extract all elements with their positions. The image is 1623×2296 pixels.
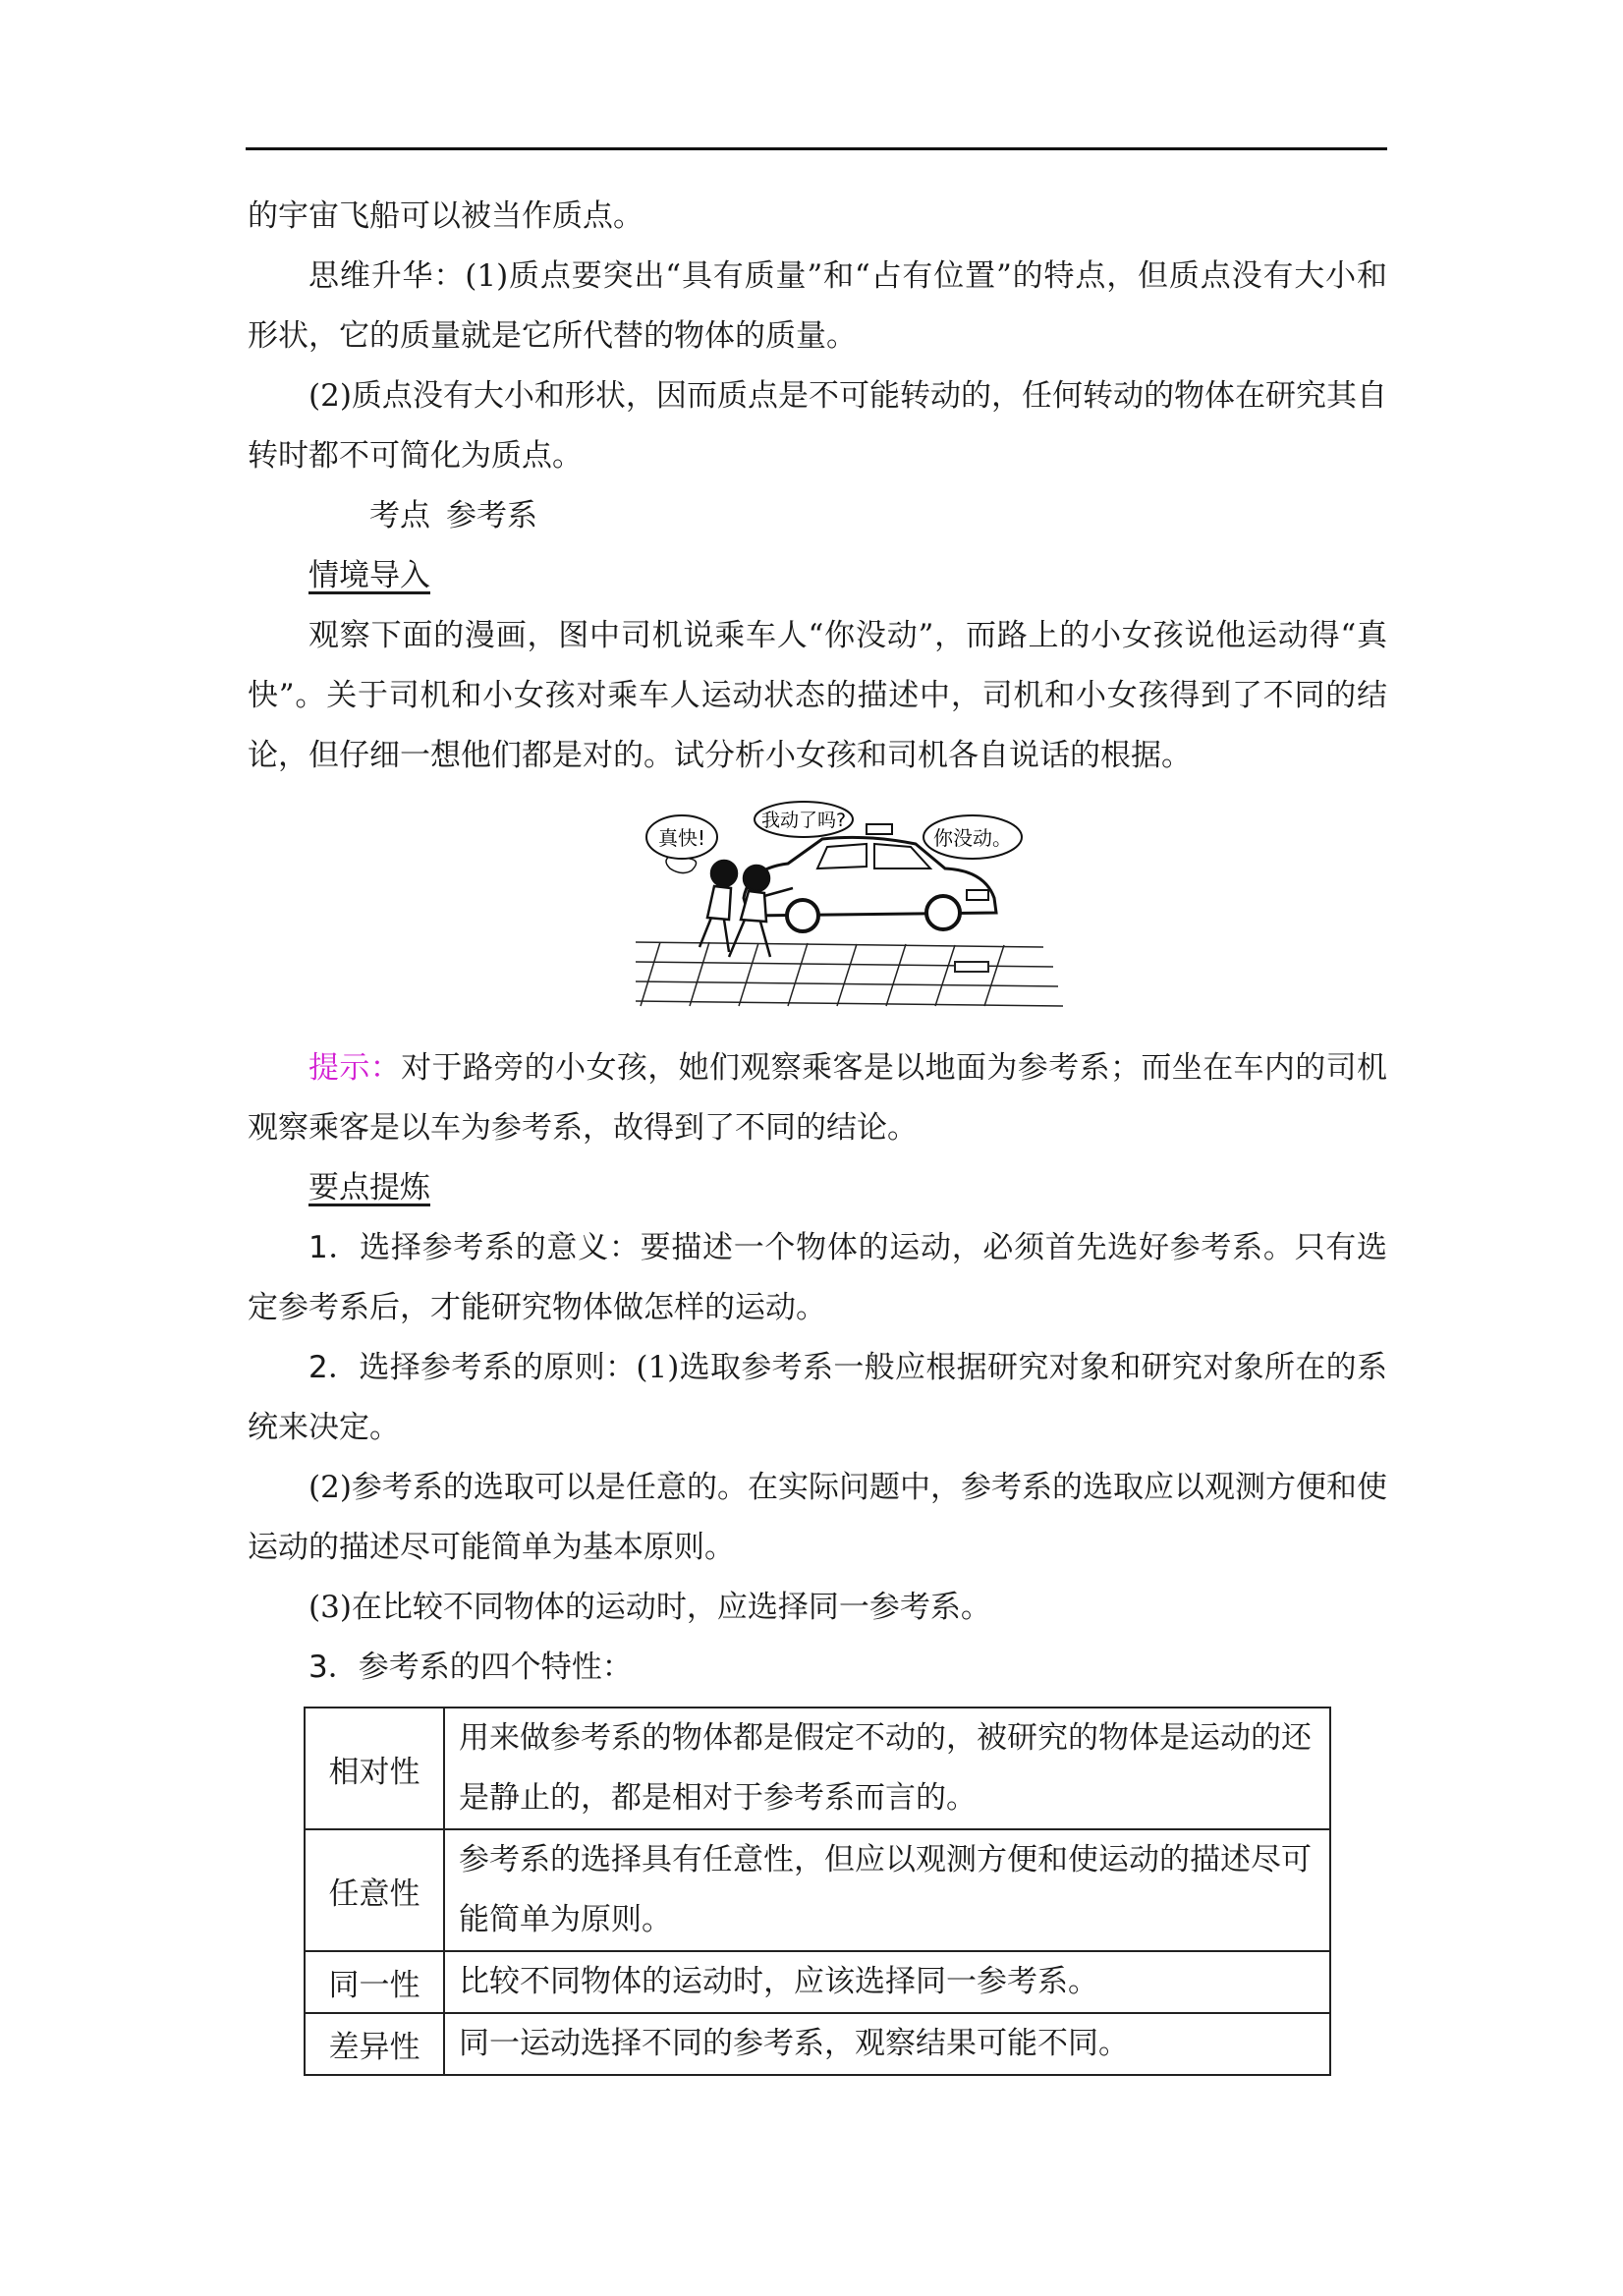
point-2 [248, 1338, 1387, 1458]
pavement-grid [636, 942, 1063, 1006]
bubble-girl-text: 真快! [657, 826, 706, 850]
hint-label: 提示： [308, 1050, 402, 1086]
bubble-driver-text: 你没动。 [933, 826, 1012, 850]
trait-key: 相对性 [305, 1708, 444, 1829]
trait-value: 比较不同物体的运动时，应该选择同一参考系。 [444, 1951, 1330, 2013]
point-2-text: (1)选取参考系一般应根据研究对象和研究对象所在的系统来决定。 [248, 1350, 1387, 1445]
trait-value: 同一运动选择不同的参考系，观察结果可能不同。 [444, 2013, 1330, 2075]
text-paragraph: (2)质点没有大小和形状，因而质点是不可能转动的，任何转动的物体在研究其自转时都不可简化为质点。 [248, 378, 1387, 474]
text-line: 的宇宙飞船可以被当作质点。 [248, 198, 644, 234]
trait-key: 任意性 [305, 1829, 444, 1951]
thinking-label: 思维升华： [308, 258, 466, 294]
bubble-passenger-text: 我动了吗? [760, 810, 847, 831]
table-row [305, 1951, 1330, 2013]
trait-key: 同一性 [305, 1951, 444, 2013]
table-row [305, 1829, 1330, 1951]
point-2c: (3)在比较不同物体的运动时，应选择同一参考系。 [308, 1590, 991, 1625]
points-heading: 要点提炼 [308, 1170, 430, 1205]
scene-paragraph: 观察下面的漫画，图中司机说乘车人“你没动”，而路上的小女孩说他运动得“真快”。关于司机和小女孩对乘车人运动状态的描述中，司机和小女孩得到了不同的结论，但仔细一想他们都是对的。试分析小女孩和司机各自说话的根据。 [248, 618, 1387, 773]
hint-paragraph [248, 1038, 1387, 1158]
table-row [305, 2013, 1330, 2075]
subheading-points [248, 1158, 1387, 1218]
comic-illustration [631, 800, 1063, 1021]
traits-table [304, 1707, 1331, 2076]
trait-value: 参考系的选择具有任意性，但应以观测方便和使运动的描述尽可能简单为原则。 [444, 1829, 1330, 1951]
kaodian-label: 考点 [369, 498, 430, 533]
table-row [305, 1708, 1330, 1829]
scene-heading: 情境导入 [308, 558, 430, 593]
point-1-label: 1．选择参考系的意义： [308, 1230, 641, 1265]
point-2-label: 2．选择参考系的原则： [308, 1350, 637, 1385]
header-rule [246, 147, 1387, 150]
thinking-text: (1)质点要突出“具有质量”和“占有位置”的特点，但质点没有大小和形状，它的质量就是它所代替的物体的质量。 [248, 258, 1387, 354]
point-3-label: 3．参考系的四个特性： [308, 1650, 633, 1685]
subheading-scene [248, 546, 1387, 606]
thinking-paragraph [248, 247, 1387, 366]
section-heading [248, 486, 1387, 546]
point-1-text: 要描述一个物体的运动，必须首先选好参考系。只有选定参考系后，才能研究物体做怎样的运动。 [248, 1230, 1387, 1325]
point-1 [248, 1218, 1387, 1338]
trait-value: 用来做参考系的物体都是假定不动的，被研究的物体是运动的还是静止的，都是相对于参考系而言的。 [444, 1708, 1330, 1829]
drain-grate [955, 962, 988, 972]
hint-text: 对于路旁的小女孩，她们观察乘客是以地面为参考系；而坐在车内的司机观察乘客是以车为参考系，故得到了不同的结论。 [248, 1050, 1388, 1146]
trait-key: 差异性 [305, 2013, 444, 2075]
section-title: 参考系 [446, 498, 537, 533]
point-2b: (2)参考系的选取可以是任意的。在实际问题中，参考系的选取应以观测方便和使运动的描述尽可能简单为基本原则。 [248, 1470, 1387, 1565]
page-body [248, 187, 1387, 1698]
